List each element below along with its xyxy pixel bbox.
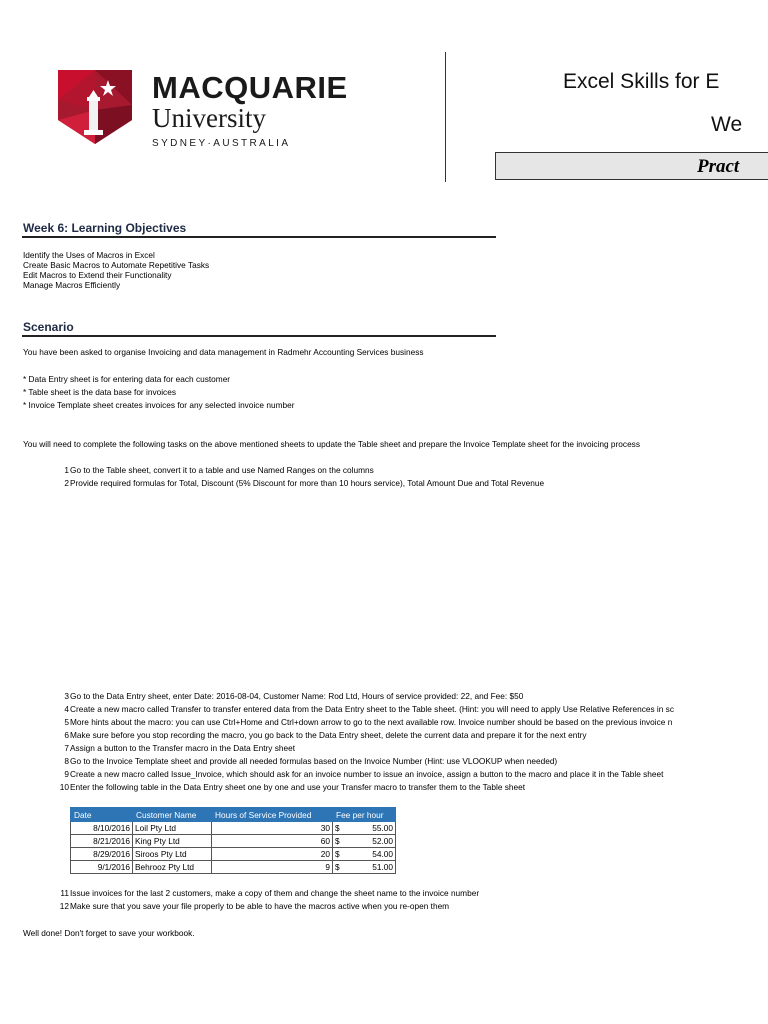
table-row [71,822,396,835]
task-item [58,743,295,753]
cell-date: 8/21/2016 [71,835,133,848]
cell-hours: 9 [212,861,333,874]
cell-fee: 52.00 [349,835,396,848]
task-item [58,756,557,766]
task-text: Go to the Invoice Template sheet and provide all needed formulas based on the Invoice Number (Hint: use VLOOKUP when needed) [70,756,558,766]
objective-item: Create Basic Macros to Automate Repetitive Tasks [23,260,210,270]
task-number: 5 [64,717,69,727]
task-item [58,465,374,475]
closing-note: Well done! Don't forget to save your workbook. [23,928,195,938]
header-hours: Hours of Service Provided [212,808,333,822]
task-item [58,730,587,740]
task-text: Create a new macro called Issue_Invoice, which should ask for an invoice number to issue an invoice, assign a button to the macro and place it in the Table sheet [70,769,664,779]
scenario-intro: You have been asked to organise Invoicing and data management in Radmehr Accounting Services business [23,347,424,357]
sheet-description: * Data Entry sheet is for entering data for each customer [23,374,231,384]
task-item [58,782,525,792]
task-item [58,888,479,898]
scenario-heading: Scenario [23,320,74,334]
header-fee: Fee per hour [333,808,396,822]
task-item [58,478,544,488]
task-number: 2 [64,478,69,488]
scenario-rule [22,335,496,337]
objective-item: Identify the Uses of Macros in Excel [23,250,155,260]
cell-hours: 60 [212,835,333,848]
task-text: Go to the Table sheet, convert it to a table and use Named Ranges on the columns [70,465,374,475]
task-text: Enter the following table in the Data Entry sheet one by one and use your Transfer macro to transfer them to the Table sheet [70,782,526,792]
cell-hours: 20 [212,848,333,861]
cell-currency: $ [333,835,350,848]
cell-fee: 54.00 [349,848,396,861]
cell-fee: 55.00 [349,822,396,835]
brand-university: University [152,103,266,133]
page-title: Excel Skills for E [563,70,720,93]
task-number: 10 [59,782,69,792]
scenario-instruction: You will need to complete the following tasks on the above mentioned sheets to update the Table sheet and prepare the Invoice Template sheet for the invoicing process [23,439,640,449]
objectives-heading: Week 6: Learning Objectives [23,221,187,235]
practice-banner [495,152,768,180]
task-number: 6 [64,730,69,740]
brand-text [152,72,352,149]
cell-hours: 30 [212,822,333,835]
task-text: Provide required formulas for Total, Discount (5% Discount for more than 10 hours service), Total Amount Due and Total Revenue [70,478,545,488]
objectives-rule [22,236,496,238]
cell-date: 8/29/2016 [71,848,133,861]
table-row [71,848,396,861]
cell-currency: $ [333,822,350,835]
cell-fee: 51.00 [349,861,396,874]
sheet-descriptions [23,373,294,412]
task-number: 4 [64,704,69,714]
cell-currency: $ [333,848,350,861]
header-date: Date [71,808,133,822]
header-divider [445,52,446,182]
header-customer-name: Customer Name [133,808,212,822]
brand-location: SYDNEY·AUSTRALIA [152,138,291,149]
cell-customer: Loil Pty Ltd [133,822,212,835]
table-row [71,861,396,874]
task-text: Make sure before you stop recording the macro, you go back to the Data Entry sheet, delete the current data and prepare it for the next entry [70,730,587,740]
task-text: Make sure that you save your file properly to be able to have the macros active when you re-open them [70,901,450,911]
task-text: Create a new macro called Transfer to transfer entered data from the Data Entry sheet to the Table sheet. (Hint: you will need to apply Use Relative References in sc [70,704,674,714]
cell-customer: Behrooz Pty Ltd [133,861,212,874]
task-number: 8 [64,756,69,766]
cell-customer: Siroos Pty Ltd [133,848,212,861]
task-number: 11 [60,888,69,898]
macquarie-logo [58,70,348,149]
page-subtitle: We [711,113,743,136]
cell-date: 8/10/2016 [71,822,133,835]
cell-date: 9/1/2016 [71,861,133,874]
task-number: 9 [64,769,69,779]
macquarie-shield-icon [58,70,132,144]
task-text: Go to the Data Entry sheet, enter Date: 2016-08-04, Customer Name: Rod Ltd, Hours of service provided: 22, and Fee: $50 [70,691,524,701]
table-row [71,835,396,848]
task-item [58,717,672,727]
objectives-list [23,250,209,290]
task-item [58,769,663,779]
cell-currency: $ [333,861,350,874]
practice-label: Pract [697,156,740,177]
brand-name: MACQUARIE [152,70,348,105]
sheet-description: * Table sheet is the data base for invoices [23,387,176,397]
task-number: 7 [64,743,69,753]
task-text: Assign a button to the Transfer macro in the Data Entry sheet [70,743,296,753]
task-text: More hints about the macro: you can use Ctrl+Home and Ctrl+down arrow to go to the next available row. Invoice number should be based on the previous invoice n [70,717,673,727]
sheet-description: * Invoice Template sheet creates invoices for any selected invoice number [23,400,295,410]
task-text: Issue invoices for the last 2 customers, make a copy of them and change the sheet name to the invoice number [70,888,480,898]
table-header-row [71,808,396,822]
objective-item: Edit Macros to Extend their Functionality [23,270,172,280]
cell-customer: King Pty Ltd [133,835,212,848]
objective-item: Manage Macros Efficiently [23,280,121,290]
customer-data-table [70,807,396,874]
task-number: 12 [59,901,69,911]
task-item [58,704,674,714]
task-item [58,901,449,911]
task-item [58,691,523,701]
task-number: 3 [64,691,69,701]
task-number: 1 [64,465,69,475]
